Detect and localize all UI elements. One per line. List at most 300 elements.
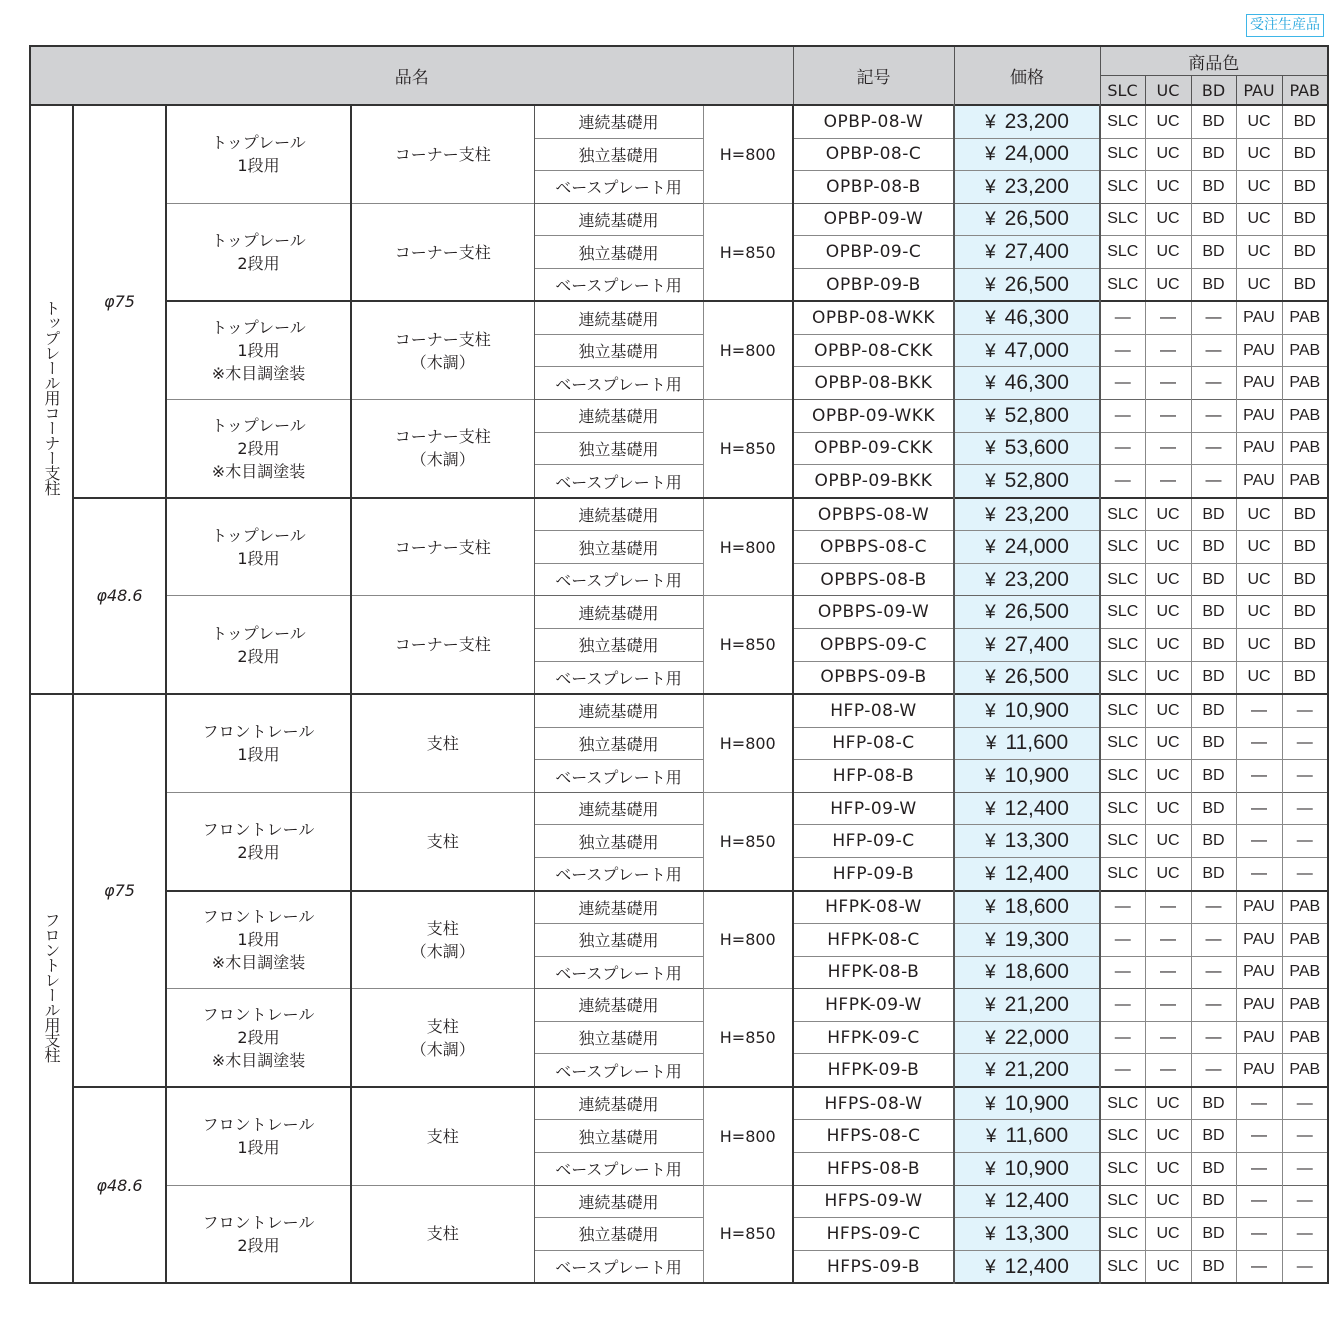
product-code-cell: OPBP-09-W bbox=[793, 203, 954, 236]
price-cell bbox=[954, 334, 1100, 367]
product-code-cell: OPBP-09-CKK bbox=[793, 432, 954, 465]
mount-type-cell: ベースプレート用 bbox=[534, 268, 703, 301]
table-row bbox=[30, 891, 1328, 924]
color-availability-cell: BD bbox=[1191, 760, 1236, 793]
color-availability-cell: UC bbox=[1145, 563, 1191, 596]
product-type-line: トップレール bbox=[211, 623, 306, 643]
color-availability-cell: — bbox=[1236, 727, 1282, 760]
color-availability-cell: UC bbox=[1145, 268, 1191, 301]
header-color-bd: BD bbox=[1191, 76, 1236, 106]
color-availability-cell: BD bbox=[1191, 1218, 1236, 1251]
color-availability-cell: — bbox=[1100, 1054, 1145, 1087]
mount-type-cell: 独立基礎用 bbox=[534, 825, 703, 858]
color-availability-cell: PAB bbox=[1282, 1054, 1328, 1087]
post-type-cell bbox=[351, 1087, 534, 1185]
product-type-line: トップレール bbox=[211, 318, 306, 338]
yen-symbol: ¥ bbox=[985, 144, 996, 166]
product-type-cell bbox=[166, 1087, 351, 1185]
price-cell bbox=[954, 661, 1100, 694]
table-row bbox=[30, 203, 1328, 236]
color-availability-cell: — bbox=[1282, 1250, 1328, 1283]
price-value: 26,500 bbox=[1004, 600, 1069, 624]
post-type-line: 支柱 bbox=[426, 1126, 459, 1146]
price-value: 27,400 bbox=[1004, 240, 1069, 264]
product-type-line: 2段用 bbox=[237, 1235, 280, 1255]
color-availability-cell: UC bbox=[1145, 825, 1191, 858]
color-availability-cell: PAU bbox=[1236, 432, 1282, 465]
price-value: 10,900 bbox=[1004, 1091, 1069, 1115]
color-availability-cell: — bbox=[1236, 792, 1282, 825]
color-availability-cell: — bbox=[1191, 956, 1236, 989]
color-availability-cell: SLC bbox=[1100, 203, 1145, 236]
yen-symbol: ¥ bbox=[985, 634, 996, 656]
product-type-line: ※木目調塗装 bbox=[211, 461, 306, 481]
color-availability-cell: UC bbox=[1236, 138, 1282, 171]
color-availability-cell: PAB bbox=[1282, 465, 1328, 498]
price-value: 12,400 bbox=[1004, 1189, 1069, 1213]
post-type-cell bbox=[351, 792, 534, 890]
post-type-line: （木調） bbox=[410, 1039, 475, 1059]
height-cell: H=800 bbox=[703, 301, 793, 399]
height-cell: H=850 bbox=[703, 400, 793, 498]
price-cell bbox=[954, 596, 1100, 629]
color-availability-cell: — bbox=[1236, 1185, 1282, 1218]
color-availability-cell: BD bbox=[1191, 1152, 1236, 1185]
price-value: 21,200 bbox=[1004, 992, 1069, 1016]
mount-type-cell: 連続基礎用 bbox=[534, 400, 703, 433]
price-value: 53,600 bbox=[1004, 436, 1069, 460]
color-availability-cell: — bbox=[1145, 432, 1191, 465]
product-type-line: 1段用 bbox=[237, 549, 280, 569]
yen-symbol: ¥ bbox=[985, 537, 996, 559]
diameter-cell: φ75 bbox=[73, 694, 166, 1087]
product-code-cell: OPBP-09-BKK bbox=[793, 465, 954, 498]
price-value: 22,000 bbox=[1004, 1025, 1069, 1049]
color-availability-cell: — bbox=[1236, 1120, 1282, 1153]
color-availability-cell: — bbox=[1100, 465, 1145, 498]
header-color-pau: PAU bbox=[1236, 76, 1282, 106]
category-label: トップレール用コーナー支柱 bbox=[42, 300, 61, 496]
color-availability-cell: — bbox=[1191, 301, 1236, 334]
yen-symbol: ¥ bbox=[985, 438, 996, 460]
mount-type-cell: 連続基礎用 bbox=[534, 891, 703, 924]
color-availability-cell: SLC bbox=[1100, 1250, 1145, 1283]
color-availability-cell: — bbox=[1191, 367, 1236, 400]
color-availability-cell: — bbox=[1236, 825, 1282, 858]
price-cell bbox=[954, 1054, 1100, 1087]
post-type-cell bbox=[351, 301, 534, 399]
product-type-line: ※木目調塗装 bbox=[211, 1051, 306, 1071]
post-type-cell bbox=[351, 596, 534, 694]
header-colors: 商品色 bbox=[1100, 46, 1328, 76]
color-availability-cell: — bbox=[1191, 891, 1236, 924]
product-code-cell: HFP-09-W bbox=[793, 792, 954, 825]
price-cell bbox=[954, 203, 1100, 236]
yen-symbol: ¥ bbox=[985, 308, 996, 330]
color-availability-cell: PAU bbox=[1236, 956, 1282, 989]
color-availability-cell: — bbox=[1282, 792, 1328, 825]
color-availability-cell: PAB bbox=[1282, 400, 1328, 433]
table-row bbox=[30, 301, 1328, 334]
product-type-cell bbox=[166, 498, 351, 596]
yen-symbol: ¥ bbox=[985, 209, 996, 231]
price-value: 13,300 bbox=[1004, 829, 1069, 853]
color-availability-cell: SLC bbox=[1100, 661, 1145, 694]
price-cell bbox=[954, 760, 1100, 793]
color-availability-cell: PAU bbox=[1236, 400, 1282, 433]
color-availability-cell: — bbox=[1100, 989, 1145, 1022]
color-availability-cell: UC bbox=[1145, 138, 1191, 171]
table-row bbox=[30, 596, 1328, 629]
yen-symbol: ¥ bbox=[985, 1093, 996, 1115]
height-cell: H=850 bbox=[703, 792, 793, 890]
color-availability-cell: — bbox=[1100, 400, 1145, 433]
product-type-line: 2段用 bbox=[237, 438, 280, 458]
color-availability-cell: BD bbox=[1191, 792, 1236, 825]
color-availability-cell: — bbox=[1145, 465, 1191, 498]
color-availability-cell: UC bbox=[1236, 236, 1282, 269]
header-code: 記号 bbox=[793, 46, 954, 105]
yen-symbol: ¥ bbox=[985, 373, 996, 395]
post-type-line: 支柱 bbox=[426, 918, 459, 938]
header-product-name: 品名 bbox=[30, 46, 793, 105]
product-type-cell bbox=[166, 792, 351, 890]
product-type-cell bbox=[166, 301, 351, 399]
post-type-line: 支柱 bbox=[426, 733, 459, 753]
price-cell bbox=[954, 105, 1100, 138]
color-availability-cell: PAU bbox=[1236, 465, 1282, 498]
diameter-cell: φ75 bbox=[73, 105, 166, 498]
price-cell bbox=[954, 301, 1100, 334]
mount-type-cell: ベースプレート用 bbox=[534, 1152, 703, 1185]
color-availability-cell: UC bbox=[1236, 596, 1282, 629]
color-availability-cell: PAB bbox=[1282, 1021, 1328, 1054]
product-type-cell bbox=[166, 1185, 351, 1283]
color-availability-cell: — bbox=[1100, 301, 1145, 334]
table-row bbox=[30, 1185, 1328, 1218]
yen-symbol: ¥ bbox=[985, 1126, 997, 1148]
price-cell bbox=[954, 1152, 1100, 1185]
color-availability-cell: — bbox=[1236, 1250, 1282, 1283]
color-availability-cell: BD bbox=[1191, 563, 1236, 596]
height-cell: H=850 bbox=[703, 1185, 793, 1283]
diameter-cell: φ48.6 bbox=[73, 1087, 166, 1283]
product-code-cell: OPBP-09-C bbox=[793, 236, 954, 269]
yen-symbol: ¥ bbox=[985, 274, 996, 296]
color-availability-cell: UC bbox=[1236, 629, 1282, 662]
product-type-line: 1段用 bbox=[237, 156, 280, 176]
color-availability-cell: BD bbox=[1191, 629, 1236, 662]
price-value: 23,200 bbox=[1004, 502, 1069, 526]
color-availability-cell: — bbox=[1282, 858, 1328, 891]
color-availability-cell: SLC bbox=[1100, 694, 1145, 727]
color-availability-cell: — bbox=[1145, 367, 1191, 400]
color-availability-cell: SLC bbox=[1100, 563, 1145, 596]
product-type-cell bbox=[166, 203, 351, 301]
product-code-cell: HFPK-08-B bbox=[793, 956, 954, 989]
table-row bbox=[30, 400, 1328, 433]
price-value: 24,000 bbox=[1004, 535, 1069, 559]
color-availability-cell: UC bbox=[1236, 498, 1282, 531]
product-code-cell: HFPS-09-W bbox=[793, 1185, 954, 1218]
product-type-cell bbox=[166, 989, 351, 1087]
product-code-cell: HFP-09-C bbox=[793, 825, 954, 858]
price-cell bbox=[954, 1021, 1100, 1054]
product-code-cell: HFPK-09-W bbox=[793, 989, 954, 1022]
product-type-line: フロントレール bbox=[202, 1115, 315, 1135]
color-availability-cell: UC bbox=[1145, 694, 1191, 727]
color-availability-cell: BD bbox=[1282, 629, 1328, 662]
color-availability-cell: BD bbox=[1282, 661, 1328, 694]
color-availability-cell: UC bbox=[1145, 858, 1191, 891]
color-availability-cell: BD bbox=[1191, 825, 1236, 858]
color-availability-cell: BD bbox=[1191, 661, 1236, 694]
product-type-line: フロントレール bbox=[202, 907, 315, 927]
price-value: 12,400 bbox=[1004, 1254, 1069, 1278]
product-type-line: トップレール bbox=[211, 526, 306, 546]
yen-symbol: ¥ bbox=[985, 733, 997, 755]
color-availability-cell: BD bbox=[1282, 563, 1328, 596]
color-availability-cell: — bbox=[1100, 432, 1145, 465]
yen-symbol: ¥ bbox=[985, 831, 996, 853]
mount-type-cell: 連続基礎用 bbox=[534, 989, 703, 1022]
yen-symbol: ¥ bbox=[985, 602, 996, 624]
header-price: 価格 bbox=[954, 46, 1100, 105]
price-value: 24,000 bbox=[1004, 142, 1069, 166]
color-availability-cell: BD bbox=[1191, 268, 1236, 301]
yen-symbol: ¥ bbox=[985, 1223, 996, 1245]
color-availability-cell: SLC bbox=[1100, 105, 1145, 138]
mount-type-cell: ベースプレート用 bbox=[534, 563, 703, 596]
price-cell bbox=[954, 432, 1100, 465]
color-availability-cell: BD bbox=[1191, 596, 1236, 629]
height-cell: H=850 bbox=[703, 203, 793, 301]
color-availability-cell: — bbox=[1191, 400, 1236, 433]
product-code-cell: OPBPS-08-B bbox=[793, 563, 954, 596]
table-row bbox=[30, 1087, 1328, 1120]
post-type-cell bbox=[351, 203, 534, 301]
mount-type-cell: 連続基礎用 bbox=[534, 301, 703, 334]
color-availability-cell: BD bbox=[1191, 236, 1236, 269]
color-availability-cell: — bbox=[1145, 301, 1191, 334]
product-type-cell bbox=[166, 694, 351, 792]
price-value: 21,200 bbox=[1004, 1058, 1069, 1082]
post-type-cell bbox=[351, 105, 534, 203]
color-availability-cell: SLC bbox=[1100, 727, 1145, 760]
color-availability-cell: BD bbox=[1191, 1120, 1236, 1153]
mount-type-cell: 独立基礎用 bbox=[534, 531, 703, 564]
height-cell: H=800 bbox=[703, 498, 793, 596]
product-code-cell: OPBP-08-WKK bbox=[793, 301, 954, 334]
color-availability-cell: — bbox=[1236, 1087, 1282, 1120]
post-type-line: 支柱 bbox=[426, 1016, 459, 1036]
color-availability-cell: — bbox=[1191, 465, 1236, 498]
price-cell bbox=[954, 956, 1100, 989]
price-table bbox=[29, 45, 1329, 1284]
color-availability-cell: — bbox=[1236, 1218, 1282, 1251]
post-type-line: コーナー支柱 bbox=[394, 537, 491, 557]
color-availability-cell: PAB bbox=[1282, 924, 1328, 957]
mount-type-cell: 独立基礎用 bbox=[534, 1120, 703, 1153]
color-availability-cell: UC bbox=[1145, 629, 1191, 662]
yen-symbol: ¥ bbox=[985, 242, 996, 264]
color-availability-cell: — bbox=[1145, 924, 1191, 957]
color-availability-cell: BD bbox=[1282, 236, 1328, 269]
post-type-line: 支柱 bbox=[426, 831, 459, 851]
color-availability-cell: SLC bbox=[1100, 1185, 1145, 1218]
yen-symbol: ¥ bbox=[985, 569, 996, 591]
price-value: 46,300 bbox=[1004, 371, 1069, 395]
product-type-line: 1段用 bbox=[237, 341, 280, 361]
mount-type-cell: ベースプレート用 bbox=[534, 956, 703, 989]
product-code-cell: OPBP-09-B bbox=[793, 268, 954, 301]
color-availability-cell: BD bbox=[1282, 138, 1328, 171]
color-availability-cell: — bbox=[1191, 1054, 1236, 1087]
yen-symbol: ¥ bbox=[985, 863, 996, 885]
color-availability-cell: BD bbox=[1282, 105, 1328, 138]
color-availability-cell: BD bbox=[1191, 203, 1236, 236]
product-type-line: トップレール bbox=[211, 133, 306, 153]
post-type-line: コーナー支柱 bbox=[394, 635, 491, 655]
diameter-cell: φ48.6 bbox=[73, 498, 166, 694]
color-availability-cell: PAB bbox=[1282, 334, 1328, 367]
product-code-cell: OPBPS-09-W bbox=[793, 596, 954, 629]
price-value: 10,900 bbox=[1004, 764, 1069, 788]
product-code-cell: OPBP-08-CKK bbox=[793, 334, 954, 367]
yen-symbol: ¥ bbox=[985, 700, 996, 722]
post-type-cell bbox=[351, 891, 534, 989]
mount-type-cell: ベースプレート用 bbox=[534, 1250, 703, 1283]
post-type-line: コーナー支柱 bbox=[394, 242, 491, 262]
color-availability-cell: SLC bbox=[1100, 498, 1145, 531]
product-code-cell: HFPS-09-C bbox=[793, 1218, 954, 1251]
color-availability-cell: BD bbox=[1191, 1185, 1236, 1218]
color-availability-cell: UC bbox=[1145, 1152, 1191, 1185]
yen-symbol: ¥ bbox=[985, 1256, 996, 1278]
product-code-cell: OPBPS-09-C bbox=[793, 629, 954, 662]
color-availability-cell: PAU bbox=[1236, 924, 1282, 957]
color-availability-cell: SLC bbox=[1100, 760, 1145, 793]
color-availability-cell: UC bbox=[1145, 1087, 1191, 1120]
price-cell bbox=[954, 367, 1100, 400]
product-code-cell: HFPK-09-B bbox=[793, 1054, 954, 1087]
color-availability-cell: — bbox=[1282, 825, 1328, 858]
color-availability-cell: — bbox=[1236, 760, 1282, 793]
color-availability-cell: PAB bbox=[1282, 989, 1328, 1022]
header-color-uc: UC bbox=[1145, 76, 1191, 106]
color-availability-cell: — bbox=[1100, 924, 1145, 957]
color-availability-cell: SLC bbox=[1100, 236, 1145, 269]
product-type-line: フロントレール bbox=[202, 1212, 315, 1232]
mount-type-cell: 独立基礎用 bbox=[534, 1218, 703, 1251]
color-availability-cell: PAU bbox=[1236, 989, 1282, 1022]
color-availability-cell: BD bbox=[1191, 1250, 1236, 1283]
color-availability-cell: SLC bbox=[1100, 171, 1145, 204]
product-code-cell: HFPS-08-B bbox=[793, 1152, 954, 1185]
color-availability-cell: — bbox=[1145, 1054, 1191, 1087]
color-availability-cell: UC bbox=[1145, 531, 1191, 564]
product-type-line: 2段用 bbox=[237, 646, 280, 666]
color-availability-cell: BD bbox=[1282, 268, 1328, 301]
product-code-cell: HFPS-08-C bbox=[793, 1120, 954, 1153]
product-type-cell bbox=[166, 891, 351, 989]
color-availability-cell: UC bbox=[1145, 1218, 1191, 1251]
color-availability-cell: — bbox=[1145, 956, 1191, 989]
table-row bbox=[30, 105, 1328, 138]
color-availability-cell: SLC bbox=[1100, 596, 1145, 629]
color-availability-cell: UC bbox=[1145, 596, 1191, 629]
color-availability-cell: BD bbox=[1191, 694, 1236, 727]
price-value: 52,800 bbox=[1004, 469, 1069, 492]
yen-symbol: ¥ bbox=[985, 471, 996, 492]
color-availability-cell: — bbox=[1191, 334, 1236, 367]
color-availability-cell: — bbox=[1100, 334, 1145, 367]
price-value: 11,600 bbox=[1005, 1124, 1069, 1148]
mount-type-cell: 独立基礎用 bbox=[534, 629, 703, 662]
color-availability-cell: UC bbox=[1236, 105, 1282, 138]
yen-symbol: ¥ bbox=[985, 1191, 996, 1213]
product-type-line: 1段用 bbox=[237, 930, 280, 950]
header-color-pab: PAB bbox=[1282, 76, 1328, 106]
product-type-line: 2段用 bbox=[237, 843, 280, 863]
product-code-cell: HFPK-08-C bbox=[793, 924, 954, 957]
table-row bbox=[30, 792, 1328, 825]
product-code-cell: OPBPS-09-B bbox=[793, 661, 954, 694]
mount-type-cell: 連続基礎用 bbox=[534, 792, 703, 825]
post-type-line: 支柱 bbox=[426, 1224, 459, 1244]
mount-type-cell: ベースプレート用 bbox=[534, 1054, 703, 1087]
color-availability-cell: — bbox=[1191, 1021, 1236, 1054]
header-color-slc: SLC bbox=[1100, 76, 1145, 106]
table-row bbox=[30, 989, 1328, 1022]
color-availability-cell: BD bbox=[1282, 203, 1328, 236]
post-type-line: コーナー支柱 bbox=[394, 427, 491, 447]
mount-type-cell: 連続基礎用 bbox=[534, 694, 703, 727]
color-availability-cell: UC bbox=[1236, 171, 1282, 204]
price-cell bbox=[954, 694, 1100, 727]
color-availability-cell: UC bbox=[1145, 760, 1191, 793]
color-availability-cell: — bbox=[1191, 989, 1236, 1022]
product-type-line: フロントレール bbox=[202, 820, 315, 840]
color-availability-cell: BD bbox=[1191, 531, 1236, 564]
color-availability-cell: PAB bbox=[1282, 956, 1328, 989]
mount-type-cell: ベースプレート用 bbox=[534, 465, 703, 498]
post-type-line: （木調） bbox=[410, 450, 475, 470]
price-value: 52,800 bbox=[1004, 403, 1069, 427]
yen-symbol: ¥ bbox=[985, 994, 996, 1016]
height-cell: H=800 bbox=[703, 891, 793, 989]
yen-symbol: ¥ bbox=[985, 1060, 996, 1082]
mount-type-cell: 独立基礎用 bbox=[534, 924, 703, 957]
post-type-line: （木調） bbox=[410, 352, 475, 372]
color-availability-cell: — bbox=[1282, 727, 1328, 760]
color-availability-cell: — bbox=[1282, 694, 1328, 727]
price-cell bbox=[954, 236, 1100, 269]
color-availability-cell: SLC bbox=[1100, 858, 1145, 891]
price-value: 12,400 bbox=[1004, 796, 1069, 820]
product-code-cell: OPBP-09-WKK bbox=[793, 400, 954, 433]
color-availability-cell: — bbox=[1145, 334, 1191, 367]
mount-type-cell: ベースプレート用 bbox=[534, 760, 703, 793]
price-cell bbox=[954, 924, 1100, 957]
mount-type-cell: ベースプレート用 bbox=[534, 858, 703, 891]
price-cell bbox=[954, 629, 1100, 662]
price-value: 23,200 bbox=[1004, 109, 1069, 133]
height-cell: H=850 bbox=[703, 989, 793, 1087]
color-availability-cell: UC bbox=[1236, 661, 1282, 694]
product-code-cell: OPBP-08-W bbox=[793, 105, 954, 138]
price-value: 23,200 bbox=[1004, 567, 1069, 591]
